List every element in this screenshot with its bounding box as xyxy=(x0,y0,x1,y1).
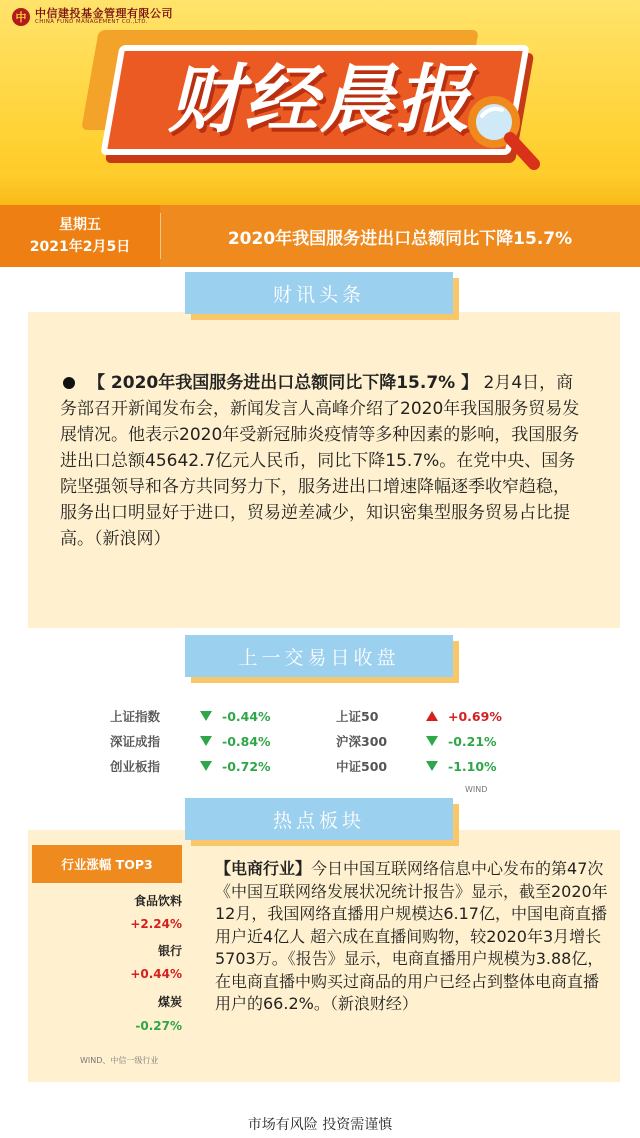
index-name: 沪深300 xyxy=(336,734,388,749)
hot-body: 今日中国互联网络信息中心发布的第47次《中国互联网络发展状况统计报告》显示，截至2020年12月，我国网络直播用户规模达6.17亿，中国电商直播用户近4亿人 超六成在直播间购物，较2020年3月增长5703万。《报告》显示，电商直播用户规模为3.88亿，在电商直播中购买过商品的用户已经占到整体电商直播用户的66.2%。（新浪财经） xyxy=(215,859,608,1013)
market-row xyxy=(110,731,271,751)
market-row xyxy=(336,731,497,751)
market-row xyxy=(110,706,271,726)
index-change: +0.69% xyxy=(448,708,502,724)
sector-name: 煤炭 xyxy=(157,995,182,1009)
hot-lead: 【电商行业】 xyxy=(215,859,312,878)
section-title-market: 上一交易日收盘 xyxy=(185,635,453,677)
news-body: 2月4日，商务部召开新闻发布会，新闻发言人高峰介绍了2020年我国服务贸易发展情况。他表示2020年受新冠肺炎疫情等多种因素的影响，我国服务进出口总额45642.7亿元人民币，同比下降15.7%。在党中央、国务院坚强领导和各方共同努力下，服务进出口增速降幅逐季收窄趋稳，服务出口明显好于进口，贸易逆差减少，知识密集型服务贸易占比提高。（新浪网） xyxy=(60,373,580,549)
market-row xyxy=(336,756,497,776)
risk-disclaimer: 市场有风险 投资需谨慎 xyxy=(247,1117,393,1133)
sector-change: -0.27% xyxy=(135,1019,182,1033)
date-text: 2021年2月5日 xyxy=(29,239,131,255)
company-name-cn: 中信建投基金管理有限公司 xyxy=(35,7,173,21)
hot-article xyxy=(215,858,610,1016)
date-block xyxy=(0,205,160,267)
down-arrow-icon xyxy=(426,761,438,771)
down-arrow-icon xyxy=(200,711,212,721)
index-name: 中证500 xyxy=(336,759,388,774)
magnifier-icon xyxy=(462,92,542,172)
section-title-news: 财讯头条 xyxy=(185,272,453,314)
news-article xyxy=(60,370,580,552)
weekday: 星期五 xyxy=(59,217,101,233)
sector-change: +2.24% xyxy=(130,917,182,931)
sector-name: 食品饮料 xyxy=(133,894,182,908)
index-name: 上证指数 xyxy=(110,709,161,724)
market-row xyxy=(336,706,502,726)
index-change: -0.21% xyxy=(448,733,497,749)
market-row xyxy=(110,756,271,776)
date-headline-bar xyxy=(0,205,640,267)
up-arrow-icon xyxy=(426,711,438,721)
index-change: -0.84% xyxy=(222,733,271,749)
header-banner xyxy=(0,0,640,205)
logo-mark-icon: 中 xyxy=(12,8,30,26)
sector-source: WIND、中信一级行业 xyxy=(80,1056,159,1065)
index-change: -0.72% xyxy=(222,758,271,774)
section-title-hot: 热点板块 xyxy=(185,798,453,840)
sector-name: 银行 xyxy=(157,944,182,958)
news-lead: 【 2020年我国服务进出口总额同比下降15.7% 】 xyxy=(88,373,479,393)
down-arrow-icon xyxy=(200,736,212,746)
index-change: -0.44% xyxy=(222,708,271,724)
index-change: -1.10% xyxy=(448,758,497,774)
headline: 2020年我国服务进出口总额同比下降15.7% xyxy=(227,228,573,249)
down-arrow-icon xyxy=(200,761,212,771)
index-name: 深证成指 xyxy=(110,734,161,749)
banner-title: 财经晨报 xyxy=(168,57,472,143)
banner-stripe xyxy=(0,170,640,205)
index-name: 创业板指 xyxy=(110,759,161,774)
sector-change: +0.44% xyxy=(130,967,182,981)
top3-label: 行业涨幅 TOP3 xyxy=(32,845,182,883)
company-name-en: CHINA FUND MANAGEMENT CO.,LTD. xyxy=(35,18,149,25)
market-source: WIND xyxy=(465,785,488,794)
down-arrow-icon xyxy=(426,736,438,746)
company-logo xyxy=(12,8,173,26)
index-name: 上证50 xyxy=(336,709,379,724)
